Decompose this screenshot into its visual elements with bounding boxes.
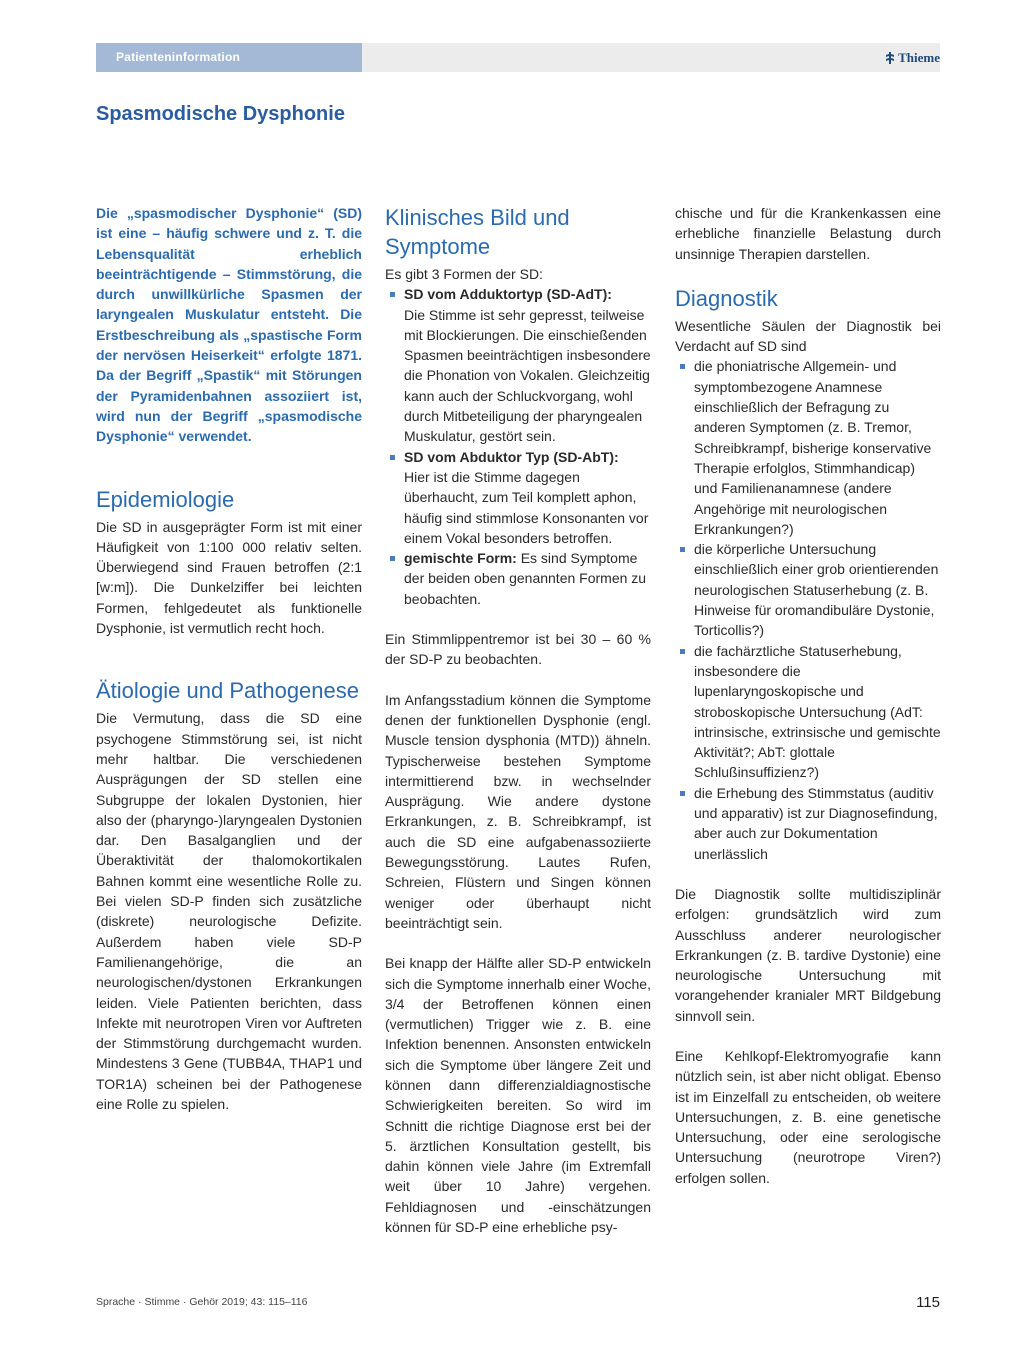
anfangsstadium-paragraph: Im Anfangsstadium können die Symptome denen der funktionellen Dysphonie (engl. Muscle tension dysphonia (MTD)) ähneln. Typischerweise bestehen Symptome intermittierend bzw. in wechselnder Ausprägung. Wie andere dystone Erkrankungen, z. B. Schreibkrampf, ist auch die SD eine aufgabenassoziierte Bewegungsstörung. Lautes Rufen, Schreien, Flüstern und Singen können weniger oder überhaupt nicht beeinträchtigt sein. — [385, 691, 651, 931]
verlauf-paragraph-continued: chische und für die Krankenkassen eine erhebliche finanzielle Belastung durch unsinnige Therapien darstellen. — [675, 205, 941, 262]
verlauf-paragraph: Bei knapp der Hälfte aller SD-P entwickeln sich die Symptome innerhalb einer Woche, 3/4 der Betroffenen können einen (vermutlichen) Trigger wie z. B. eine Infektion benennen. Ansonsten entwickeln sich die Symptome über längere Zeit und können dann differenzialdiagnostische Schwierigkeiten bereiten. So wird im Schnitt die richtige Diagnose erst bei der 5. ärztlichen Konsultation gestellt, bis dahin können viele Jahre (im Extremfall weit über 10 Jahre) vergehen. Fehldiagnosen und -einschätzungen können für SD-P eine erhebliche psy- — [385, 955, 651, 1236]
column-2 — [385, 203, 651, 1237]
form-text: Es sind Symptome der beiden oben genannten Formen zu beobachten. — [404, 550, 647, 607]
heading-klinisches-bild: Klinisches Bild und Symptome — [385, 205, 570, 259]
lead-paragraph: Die „spasmodischer Dysphonie“ (SD) ist eine – häufig schwere und z. T. die Lebensqualität erheblich beeinträchtigende – Stimmstörung, die durch unwillkürliche Spasmen der laryngealen Muskulatur entsteht. Die Erstbeschreibung als „spastische Form der nervösen Heiserkeit“ erfolgte 1871. Da der Begriff „Spastik“ mit Störungen der Pyramidenbahnen assoziiert ist, wird nun der Begriff „spasmodische Dysphonie“ verwendet. — [96, 205, 362, 445]
klin-intro: Es gibt 3 Formen der SD: — [385, 266, 543, 282]
list-item: die phoniatrische Allgemein- und symptombezogene Anamnese einschließlich der Befragung zu anderen Symptomen (z. B. Tremor, Schreibkrampf, bisherige konservative Therapie erfolglos, Stimmhandicap) und Familienanamnese (andere Angehörige mit neurologischen Erkrankungen?) — [675, 356, 941, 539]
thieme-logo-icon — [885, 52, 895, 64]
diag-intro: Wesentliche Säulen der Diagnostik bei Verdacht auf SD sind — [675, 317, 941, 355]
brand-label: Thieme — [898, 50, 940, 65]
list-item: die fachärztliche Statuserhebung, insbesondere die lupenlaryngoskopische und stroboskopische Untersuchung (AdT: intrinsische, extrinsische und gemischte Aktivität?; AbT: glottale Schlußinsuffizienz?) — [675, 641, 941, 783]
citation: Sprache · Stimme · Gehör 2019; 43: 115–116 — [96, 1296, 308, 1308]
form-term: SD vom Adduktortyp (SD-AdT): — [404, 286, 612, 303]
multidisziplinaer-paragraph: Die Diagnostik sollte multidisziplinär erfolgen: grundsätzlich wird zum Ausschluss anderer neurologischer Erkrankungen (z. B. tardive Dystonie) eine neurologische Untersuchung mit vorangehender kranialer MRT Bildgebung sinnvoll sein. — [675, 885, 941, 1024]
forms-list — [385, 284, 651, 609]
emg-paragraph: Eine Kehlkopf-Elektromyografie kann nützlich sein, ist aber nicht obligat. Ebenso ist im Einzelfall zu entscheiden, ob weitere Untersuchungen, z. B. eine genetische Untersuchung, oder eine serologische Untersuchung (neurotrope Viren?) erfolgen sollen. — [675, 1047, 941, 1186]
column-1 — [96, 203, 362, 1114]
list-item — [385, 548, 651, 609]
section-label: Patienteninformation — [116, 50, 241, 64]
list-item — [385, 447, 651, 548]
list-item — [385, 284, 651, 446]
heading-diagnostik: Diagnostik — [675, 285, 778, 311]
page-number: 115 — [916, 1294, 940, 1311]
page-title: Spasmodische Dysphonie — [96, 103, 345, 125]
column-3 — [675, 203, 941, 1188]
form-term: gemischte Form: — [404, 550, 517, 567]
form-term: SD vom Abduktor Typ (SD-AbT): — [404, 448, 619, 465]
form-text: Die Stimme ist sehr gepresst, teilweise mit Blockierungen. Die einschießenden Spasmen beeinträchtigen insbesondere die Phonation von Vokalen. Gleichzeitig kann auch der Schluckvorgang, wohl durch Mitbeteiligung der pharyngealen Muskulatur, gestört sein. — [404, 306, 651, 445]
heading-epidemiologie: Epidemiologie — [96, 486, 235, 512]
form-text: Hier ist die Stimme dagegen überhaucht, zum Teil komplett aphon, häufig sind stimmlose Konsonanten vor einem Vokal besonders betroffen. — [404, 468, 649, 546]
epi-paragraph: Die SD in ausgeprägter Form ist mit einer Häufigkeit von 1:100 000 relativ selten. Überwiegend sind Frauen betroffen (2:1 [w:m]). Die Dunkelziffer bei leichten Formen, fehlgedeutet als funktionelle Dysphonie, ist vermutlich recht hoch. — [96, 518, 362, 637]
diag-list — [675, 356, 941, 863]
aet-paragraph: Die Vermutung, dass die SD eine psychogene Stimmstörung sei, ist nicht mehr haltbar. Die verschiedenen Ausprägungen der SD stellen eine Subgruppe der lokalen Dystonien, hier also der (pharyngo-)laryngealen Dystonien dar. Den Basalganglien und der Überaktivität der thalomokortikalen Bahnen kommt eine wesentliche Rolle zu. Bei vielen SD-P finden sich zusätzliche (diskrete) neurologische Defizite. Außerdem haben viele SD-P Familienangehörige, die an neurologischen/dystonen Erkrankungen leiden. Viele Patienten berichten, dass Infekte mit neurotropen Viren vor Auftreten der Stimmstörung durchgemacht wurden. Mindestens 3 Gene (TUBB4A, THAP1 und TOR1A) scheinen bei der Pathogenese eine Rolle zu spielen. — [96, 710, 362, 1112]
heading-aetiologie: Ätiologie und Pathogenese — [96, 678, 359, 704]
list-item: die Erhebung des Stimmstatus (auditiv und apparativ) ist zur Diagnosefindung, aber auch zur Dokumentation unerlässlich — [675, 783, 941, 864]
tremor-paragraph: Ein Stimmlippentremor ist bei 30 – 60 % der SD-P zu beobachten. — [385, 631, 651, 668]
publisher-brand — [885, 50, 940, 66]
list-item: die körperliche Untersuchung einschließlich einer grob orientierenden neurologischen Statuserhebung (z. B. Hinweise für oromandibuläre Dystonie, Torticollis?) — [675, 539, 941, 640]
